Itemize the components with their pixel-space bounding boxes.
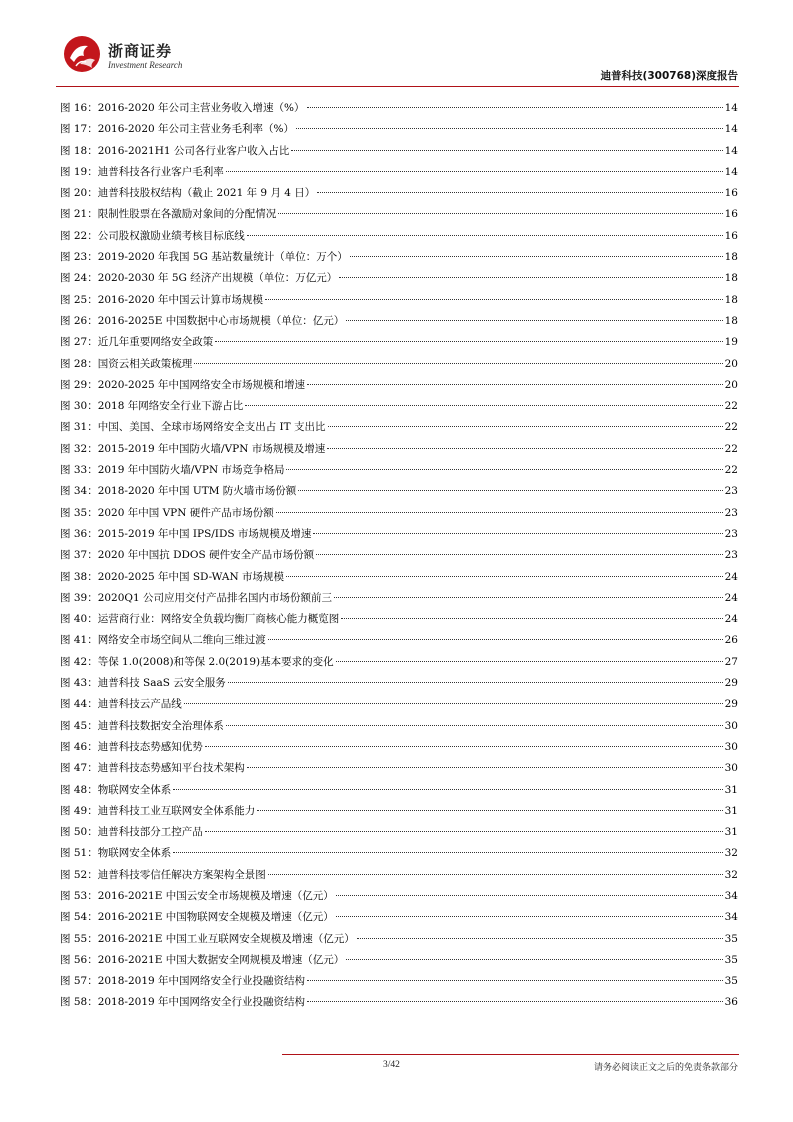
toc-entry-label[interactable]: 图 38：2020-2025 年中国 SD-WAN 市场规模	[60, 570, 285, 583]
toc-entry[interactable]	[60, 162, 738, 183]
header-divider	[56, 86, 739, 87]
toc-entry-label[interactable]: 图 48：物联网安全体系	[60, 783, 172, 796]
toc-entry-label[interactable]: 图 29：2020-2025 年中国网络安全市场规模和增速	[60, 378, 306, 391]
toc-entry-label[interactable]: 图 18：2016-2021H1 公司各行业客户收入占比	[60, 144, 290, 157]
toc-entry[interactable]	[60, 780, 738, 801]
toc-entry-page[interactable]: 34	[724, 911, 738, 924]
toc-entry-page[interactable]: 14	[724, 102, 738, 114]
brand-logo-icon	[62, 34, 102, 74]
toc-entry-label[interactable]: 图 27：近几年重要网络安全政策	[60, 336, 214, 349]
toc-entry-label[interactable]: 图 20：迪普科技股权结构（截止 2021 年 9 月 4 日）	[60, 187, 316, 200]
toc-leader-dots	[278, 213, 722, 214]
toc-leader-dots	[336, 661, 723, 662]
toc-leader-dots	[268, 639, 723, 640]
toc-entry-label[interactable]: 图 45：迪普科技数据安全治理体系	[60, 719, 224, 732]
toc-leader-dots	[257, 810, 722, 811]
toc-leader-dots	[298, 490, 722, 491]
toc-entry[interactable]	[60, 417, 738, 438]
toc-entry-label[interactable]: 图 56：2016-2021E 中国大数据安全网规模及增速（亿元）	[60, 953, 345, 966]
toc-entry-page[interactable]: 26	[724, 634, 738, 647]
toc-entry-label[interactable]: 图 17：2016-2020 年公司主营业务毛利率（%）	[60, 123, 295, 136]
toc-leader-dots	[313, 533, 722, 534]
toc-entry-page[interactable]: 22	[724, 442, 738, 455]
toc-entry[interactable]	[60, 971, 738, 992]
toc-entry-page[interactable]: 22	[724, 421, 738, 434]
toc-entry-page[interactable]: 16	[724, 229, 738, 242]
toc-entry[interactable]	[60, 268, 738, 289]
toc-leader-dots	[245, 405, 722, 406]
toc-entry-label[interactable]: 图 40：运营商行业：网络安全负载均衡厂商核心能力概览图	[60, 613, 340, 626]
toc-entry[interactable]	[60, 673, 738, 694]
toc-entry-label[interactable]: 图 36：2015-2019 年中国 IPS/IDS 市场规模及增速	[60, 527, 312, 540]
toc-entry-label[interactable]: 图 46：迪普科技态势感知优势	[60, 740, 203, 753]
toc-leader-dots	[205, 746, 723, 747]
toc-entry-label[interactable]: 图 52：迪普科技零信任解决方案架构全景图	[60, 868, 266, 881]
toc-leader-dots	[307, 384, 723, 385]
toc-entry[interactable]	[60, 524, 738, 545]
toc-entry[interactable]	[60, 886, 738, 907]
toc-leader-dots	[328, 426, 723, 427]
toc-entry-page[interactable]: 14	[724, 144, 738, 157]
toc-leader-dots	[291, 150, 722, 151]
toc-entry[interactable]	[60, 354, 738, 375]
toc-entry[interactable]	[60, 716, 738, 737]
toc-entry[interactable]	[60, 992, 738, 1013]
toc-entry-label[interactable]: 图 57：2018-2019 年中国网络安全行业投融资结构	[60, 975, 306, 988]
toc-entry-page[interactable]: 16	[724, 208, 738, 221]
toc-entry-label[interactable]: 图 37：2020 年中国抗 DDOS 硬件安全产品市场份额	[60, 549, 315, 562]
toc-entry-label[interactable]: 图 51：物联网安全体系	[60, 847, 172, 860]
toc-entry-label[interactable]: 图 30：2018 年网络安全行业下游占比	[60, 400, 244, 413]
toc-leader-dots	[205, 831, 723, 832]
toc-entry-page[interactable]: 14	[724, 123, 738, 136]
toc-entry-label[interactable]: 图 28：国资云相关政策梳理	[60, 357, 193, 370]
toc-entry-label[interactable]: 图 24：2020-2030 年 5G 经济产出规模（单位：万亿元）	[60, 272, 338, 285]
toc-leader-dots	[346, 959, 722, 960]
report-title: 迪普科技(300768)深度报告	[600, 70, 738, 82]
toc-entry-label[interactable]: 图 53：2016-2021E 中国云安全市场规模及增速（亿元）	[60, 889, 334, 902]
toc-leader-dots	[350, 256, 723, 257]
toc-entry[interactable]	[60, 226, 738, 247]
toc-leader-dots	[226, 725, 723, 726]
toc-entry[interactable]	[60, 396, 738, 417]
toc-entry-page[interactable]: 23	[724, 485, 738, 498]
toc-leader-dots	[346, 320, 722, 321]
toc-entry[interactable]	[60, 183, 738, 204]
toc-entry[interactable]	[60, 652, 738, 673]
toc-entry-page[interactable]: 16	[724, 187, 738, 200]
toc-entry[interactable]	[60, 801, 738, 822]
toc-entry[interactable]	[60, 630, 738, 651]
toc-entry[interactable]	[60, 503, 738, 524]
toc-entry-page[interactable]: 22	[724, 400, 738, 413]
toc-entry-label[interactable]: 图 55：2016-2021E 中国工业互联网安全规模及增速（亿元）	[60, 932, 355, 945]
toc-entry-page[interactable]: 18	[724, 314, 738, 327]
toc-leader-dots	[317, 192, 722, 193]
toc-entry-page[interactable]: 35	[724, 932, 738, 945]
toc-entry-page[interactable]: 27	[724, 655, 738, 668]
toc-entry-page[interactable]: 30	[724, 762, 738, 775]
toc-entry-label[interactable]: 图 22：公司股权激励业绩考核目标底线	[60, 229, 245, 242]
toc-leader-dots	[173, 789, 722, 790]
toc-entry[interactable]	[60, 439, 738, 460]
toc-leader-dots	[226, 171, 723, 172]
toc-leader-dots	[286, 576, 723, 577]
toc-entry-label[interactable]: 图 25：2016-2020 年中国云计算市场规模	[60, 293, 264, 306]
toc-leader-dots	[327, 448, 722, 449]
toc-entry[interactable]	[60, 481, 738, 502]
toc-entry-page[interactable]: 18	[724, 272, 738, 285]
toc-leader-dots	[334, 597, 723, 598]
toc-entry-page[interactable]: 36	[724, 996, 738, 1009]
toc-entry-page[interactable]: 20	[724, 357, 738, 370]
toc-entry-page[interactable]: 32	[724, 868, 738, 881]
toc-entry-page[interactable]: 24	[724, 613, 738, 626]
toc-entry[interactable]	[60, 865, 738, 886]
toc-entry-label[interactable]: 图 41：网络安全市场空间从二维向三维过渡	[60, 634, 266, 647]
toc-entry-label[interactable]: 图 34：2018-2020 年中国 UTM 防火墙市场份额	[60, 485, 297, 498]
toc-entry[interactable]	[60, 204, 738, 225]
toc-entry[interactable]	[60, 141, 738, 162]
footer-disclaimer: 请务必阅读正文之后的免责条款部分	[593, 1063, 738, 1073]
toc-leader-dots	[336, 895, 723, 896]
toc-leader-dots	[215, 341, 722, 342]
toc-entry-page[interactable]: 18	[724, 251, 738, 264]
toc-entry[interactable]	[60, 843, 738, 864]
toc-entry-page[interactable]: 20	[724, 378, 738, 391]
toc-entry-page[interactable]: 31	[724, 783, 738, 796]
toc-entry[interactable]	[60, 567, 738, 588]
toc-entry[interactable]	[60, 822, 738, 843]
toc-entry[interactable]	[60, 119, 738, 140]
toc-leader-dots	[228, 682, 723, 683]
toc-entry[interactable]	[60, 907, 738, 928]
toc-entry-page[interactable]: 23	[724, 506, 738, 519]
toc-entry[interactable]	[60, 929, 738, 950]
toc-entry-label[interactable]: 图 35：2020 年中国 VPN 硬件产品市场份额	[60, 506, 274, 519]
toc-entry-label[interactable]: 图 44：迪普科技云产品线	[60, 698, 182, 711]
page-number: 3/42	[383, 1060, 400, 1070]
toc-entry-label[interactable]: 图 26：2016-2025E 中国数据中心市场规模（单位：亿元）	[60, 314, 345, 327]
toc-entry[interactable]	[60, 375, 738, 396]
toc-leader-dots	[341, 618, 722, 619]
toc-leader-dots	[268, 874, 723, 875]
toc-entry[interactable]	[60, 460, 738, 481]
toc-entry-page[interactable]: 23	[724, 527, 738, 540]
toc-leader-dots	[247, 767, 723, 768]
toc-leader-dots	[307, 1001, 723, 1002]
toc-entry[interactable]	[60, 609, 738, 630]
toc-leader-dots	[307, 107, 723, 108]
brand-name: 浙商证券	[108, 42, 173, 60]
toc-entry-page[interactable]: 29	[724, 698, 738, 711]
toc-entry[interactable]	[60, 737, 738, 758]
footer-divider	[282, 1054, 739, 1055]
toc-entry-label[interactable]: 图 16：2016-2020 年公司主营业务收入增速（%）	[60, 102, 305, 114]
toc-entry-label[interactable]: 图 42：等保 1.0(2008)和等保 2.0(2019)基本要求的变化	[60, 655, 334, 668]
toc-entry-page[interactable]: 30	[724, 740, 738, 753]
toc-entry-page[interactable]: 34	[724, 889, 738, 902]
toc-leader-dots	[316, 554, 723, 555]
toc-leader-dots	[307, 980, 723, 981]
toc-leader-dots	[184, 703, 723, 704]
toc-entry-label[interactable]: 图 33：2019 年中国防火墙/VPN 市场竞争格局	[60, 464, 285, 477]
toc-entry-label[interactable]: 图 31：中国、美国、全球市场网络安全支出占 IT 支出比	[60, 421, 326, 434]
toc-entry-page[interactable]: 32	[724, 847, 738, 860]
toc-leader-dots	[276, 512, 723, 513]
toc-entry-label[interactable]: 图 54：2016-2021E 中国物联网安全规模及增速（亿元）	[60, 911, 334, 924]
toc-entry[interactable]	[60, 311, 738, 332]
toc-entry-label[interactable]: 图 43：迪普科技 SaaS 云安全服务	[60, 677, 226, 690]
toc-entry-page[interactable]: 23	[724, 549, 738, 562]
toc-leader-dots	[247, 235, 723, 236]
toc-entry[interactable]	[60, 545, 738, 566]
toc-entry[interactable]	[60, 332, 738, 353]
toc-entry-page[interactable]: 14	[724, 165, 738, 178]
toc-entry-page[interactable]: 22	[724, 464, 738, 477]
toc-entry-page[interactable]: 30	[724, 719, 738, 732]
toc-entry[interactable]	[60, 950, 738, 971]
toc-leader-dots	[296, 128, 723, 129]
toc-entry-label[interactable]: 图 23：2019-2020 年我国 5G 基站数量统计（单位：万个）	[60, 251, 348, 264]
toc-entry-label[interactable]: 图 50：迪普科技部分工控产品	[60, 826, 203, 839]
page-header	[60, 32, 738, 86]
toc-entry-page[interactable]: 18	[724, 293, 738, 306]
toc-entry-page[interactable]: 24	[724, 591, 738, 604]
toc-entry-page[interactable]: 31	[724, 804, 738, 817]
toc-entry-label[interactable]: 图 49：迪普科技工业互联网安全体系能力	[60, 804, 256, 817]
toc-entry-label[interactable]: 图 47：迪普科技态势感知平台技术架构	[60, 762, 245, 775]
toc-entry-page[interactable]: 35	[724, 975, 738, 988]
toc-entry[interactable]	[60, 758, 738, 779]
toc-leader-dots	[357, 938, 723, 939]
figure-table-of-contents	[60, 98, 738, 1014]
toc-entry[interactable]	[60, 694, 738, 715]
toc-leader-dots	[336, 916, 723, 917]
toc-entry-page[interactable]: 29	[724, 677, 738, 690]
toc-entry-page[interactable]: 24	[724, 570, 738, 583]
toc-entry[interactable]	[60, 98, 738, 119]
toc-entry-label[interactable]: 图 21：限制性股票在各激励对象间的分配情况	[60, 208, 277, 221]
toc-entry-label[interactable]: 图 32：2015-2019 年中国防火墙/VPN 市场规模及增速	[60, 442, 326, 455]
toc-entry[interactable]	[60, 588, 738, 609]
toc-leader-dots	[339, 277, 722, 278]
toc-entry[interactable]	[60, 290, 738, 311]
brand-english-name: Investment Research	[108, 60, 183, 70]
toc-leader-dots	[173, 852, 722, 853]
toc-entry-label[interactable]: 图 19：迪普科技各行业客户毛利率	[60, 165, 224, 178]
toc-leader-dots	[194, 363, 722, 364]
toc-entry-page[interactable]: 35	[724, 953, 738, 966]
toc-entry-page[interactable]: 19	[724, 336, 738, 349]
toc-entry[interactable]	[60, 247, 738, 268]
toc-entry-label[interactable]: 图 39：2020Q1 公司应用交付产品排名国内市场份额前三	[60, 591, 333, 604]
toc-leader-dots	[265, 299, 723, 300]
toc-leader-dots	[286, 469, 722, 470]
toc-entry-label[interactable]: 图 58：2018-2019 年中国网络安全行业投融资结构	[60, 996, 306, 1009]
toc-entry-page[interactable]: 31	[724, 826, 738, 839]
